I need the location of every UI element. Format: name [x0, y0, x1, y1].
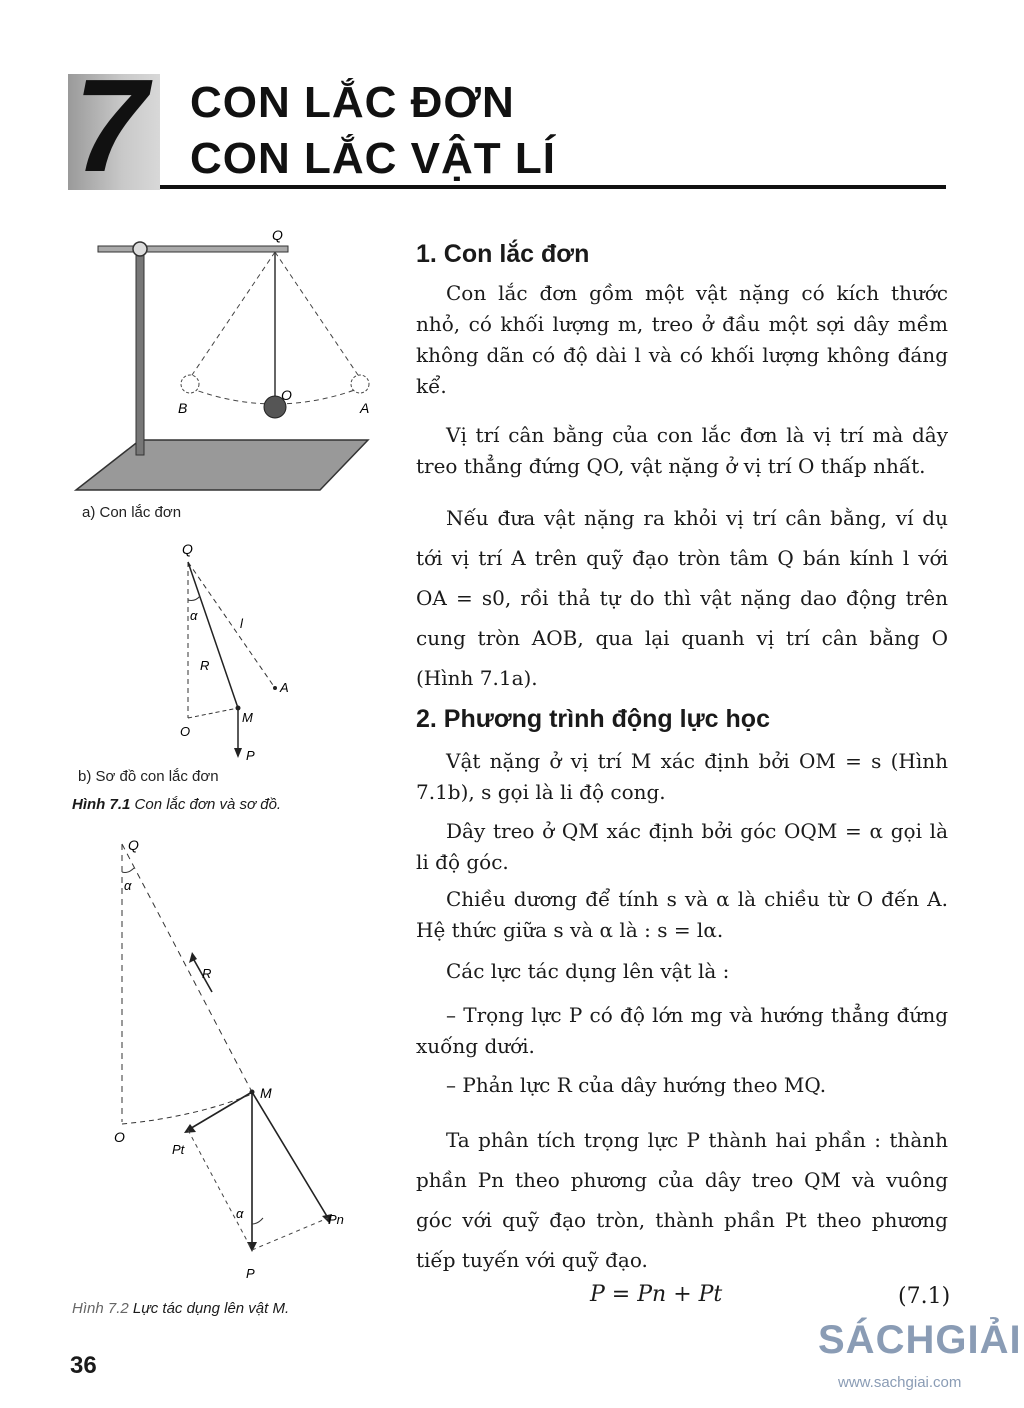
line-qm-upper [122, 844, 252, 1092]
label-o: O [281, 387, 292, 403]
label-a: A [360, 400, 370, 416]
label-a: A [280, 680, 289, 695]
caption-7-2-num: Hình 7.2 [72, 1300, 129, 1317]
stand-pole [136, 245, 144, 455]
caption-7-1-num: Hình 7.1 [72, 796, 131, 813]
vector-pn [252, 1092, 328, 1218]
section2-p4: Các lực tác dụng lên vật là : [446, 959, 730, 983]
arrowhead-r [189, 952, 197, 963]
label-m: M [242, 710, 253, 725]
angle-alpha-top [122, 868, 134, 873]
string-right [275, 252, 360, 378]
label-b: B [178, 400, 188, 416]
chapter-number: 7 [74, 52, 148, 199]
label-q: Q [272, 227, 283, 243]
title-rule [160, 185, 946, 189]
arc-om [122, 1094, 252, 1124]
chapter-title-line1: CON LẮC ĐƠN [190, 78, 515, 127]
point-m [236, 706, 241, 711]
caption-7-1a: a) Con lắc đơn [82, 504, 182, 521]
label-alpha-top: α [124, 878, 132, 893]
arc-om [188, 708, 238, 718]
section1-p1: Con lắc đơn gồm một vật nặng có kích thước nhỏ, có khối lượng m, treo ở đầu một sợi dây mềm không dãn có độ dài l và có khối lượng không đáng kể. [416, 281, 948, 398]
section1-p3: Nếu đưa vật nặng ra khỏi vị trí cân bằng, ví dụ tới vị trí A trên quỹ đạo tròn tâm Q bán kính l với OA = s0, rồi thả tự do thì vật nặng dao động trên cung tròn AOB, qua lại quanh vị trí cân bằng O (Hình 7.1a). [416, 506, 948, 690]
section1-heading: 1. Con lắc đơn [416, 240, 590, 268]
string-qm [188, 562, 238, 708]
label-pt: Pt [172, 1142, 185, 1157]
base-plate [76, 440, 368, 490]
label-pn: Pn [328, 1212, 344, 1227]
section2-p7: Ta phân tích trọng lực P thành hai phần : thành phần Pn theo phương của dây treo QM và vuông góc với quỹ đạo tròn, thành phần Pt theo phương tiếp tuyến với quỹ đạo. [416, 1128, 948, 1272]
label-l: l [240, 616, 243, 631]
label-q: Q [182, 541, 193, 557]
caption-7-1b: b) Sơ đồ con lắc đơn [78, 768, 219, 785]
label-p: P [246, 1266, 255, 1281]
section1-p2: Vị trí cân bằng của con lắc đơn là vị trí mà dây treo thẳng đứng QO, vật nặng ở vị trí O thấp nhất. [416, 423, 948, 478]
watermark-logo: SÁCHGIẢI [818, 1318, 1022, 1362]
caption-7-2 [72, 1300, 289, 1317]
ghost-ball-a [351, 375, 369, 393]
string-left [190, 252, 275, 378]
arrowhead-pt [184, 1124, 196, 1133]
section2-heading: 2. Phương trình động lực học [416, 705, 770, 733]
caption-7-2-text: Lực tác dụng lên vật M. [132, 1300, 290, 1317]
section2-p3: Chiều dương để tính s và α là chiều từ O đến A. Hệ thức giữa s và α là : s = lα. [416, 887, 948, 942]
watermark-url: www.sachgiai.com [838, 1374, 962, 1391]
angle-alpha [188, 596, 200, 601]
angle-alpha-bottom [252, 1218, 263, 1224]
section2-p6: – Phản lực R của dây hướng theo MQ. [446, 1073, 827, 1097]
equation-label: (7.1) [898, 1284, 951, 1309]
caption-7-1-text: Con lắc đơn và sơ đồ. [134, 796, 282, 813]
point-a [273, 686, 277, 690]
label-r: R [202, 966, 212, 981]
point-m [250, 1090, 255, 1095]
label-o: O [114, 1129, 125, 1145]
arrowhead-p [234, 748, 242, 758]
chapter-title-line2: CON LẮC VẬT LÍ [190, 134, 556, 183]
caption-7-1 [72, 796, 281, 813]
dash-pt-p [188, 1130, 252, 1250]
label-alpha: α [190, 608, 198, 623]
figure-7-1a [68, 220, 408, 505]
clamp [133, 242, 147, 256]
label-alpha-bottom: α [236, 1206, 244, 1221]
section2-p1: Vật nặng ở vị trí M xác định bởi OM = s (Hình 7.1b), s gọi là li độ cong. [416, 749, 948, 804]
section2-p5: – Trọng lực P có độ lớn mg và hướng thẳng đứng xuống dưới. [416, 1003, 948, 1058]
label-q: Q [128, 837, 139, 853]
label-o: O [180, 724, 191, 739]
label-p: P [246, 748, 255, 763]
figure-7-2 [100, 832, 360, 1302]
ghost-ball-b [181, 375, 199, 393]
label-r: R [200, 658, 210, 673]
label-m: M [260, 1085, 272, 1101]
equation-7-1: P = Pn + Pt [590, 1282, 723, 1307]
dash-p-pn [252, 1218, 328, 1250]
page-number: 36 [70, 1352, 97, 1379]
section2-p2: Dây treo ở QM xác định bởi góc OQM = α gọi là li độ góc. [416, 819, 948, 874]
figure-7-1b [160, 540, 300, 770]
cross-bar [98, 246, 288, 252]
